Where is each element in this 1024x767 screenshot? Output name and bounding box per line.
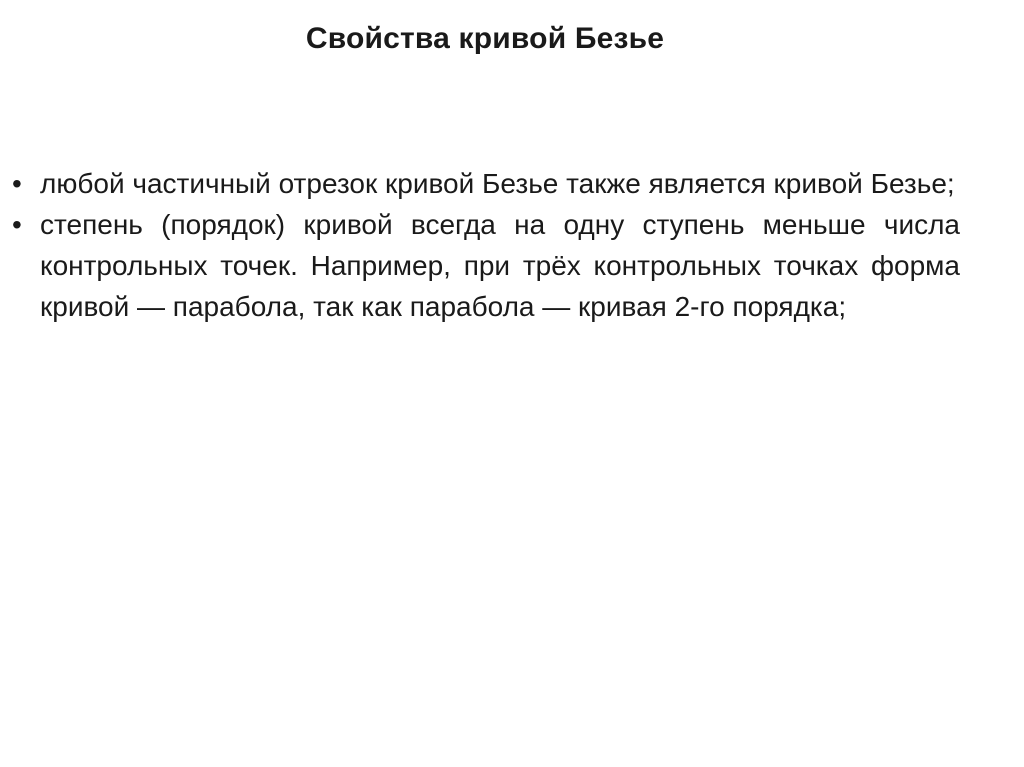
bullet-text: степень (порядок) кривой всегда на одну ступень меньше числа контрольных точек. Например, при трёх контрольных точках форма кривой — парабола, так как парабола — кривая 2-го порядка;: [40, 209, 960, 322]
bullet-text: любой частичный отрезок кривой Безье также является кривой Безье;: [40, 168, 955, 199]
bullet-item: [10, 204, 960, 327]
slide-title: Свойства кривой Безье: [305, 22, 665, 55]
bullet-marker: •: [12, 209, 22, 240]
bullet-item: [10, 163, 960, 204]
bullet-marker: •: [12, 168, 22, 199]
bullet-list: [10, 163, 960, 327]
